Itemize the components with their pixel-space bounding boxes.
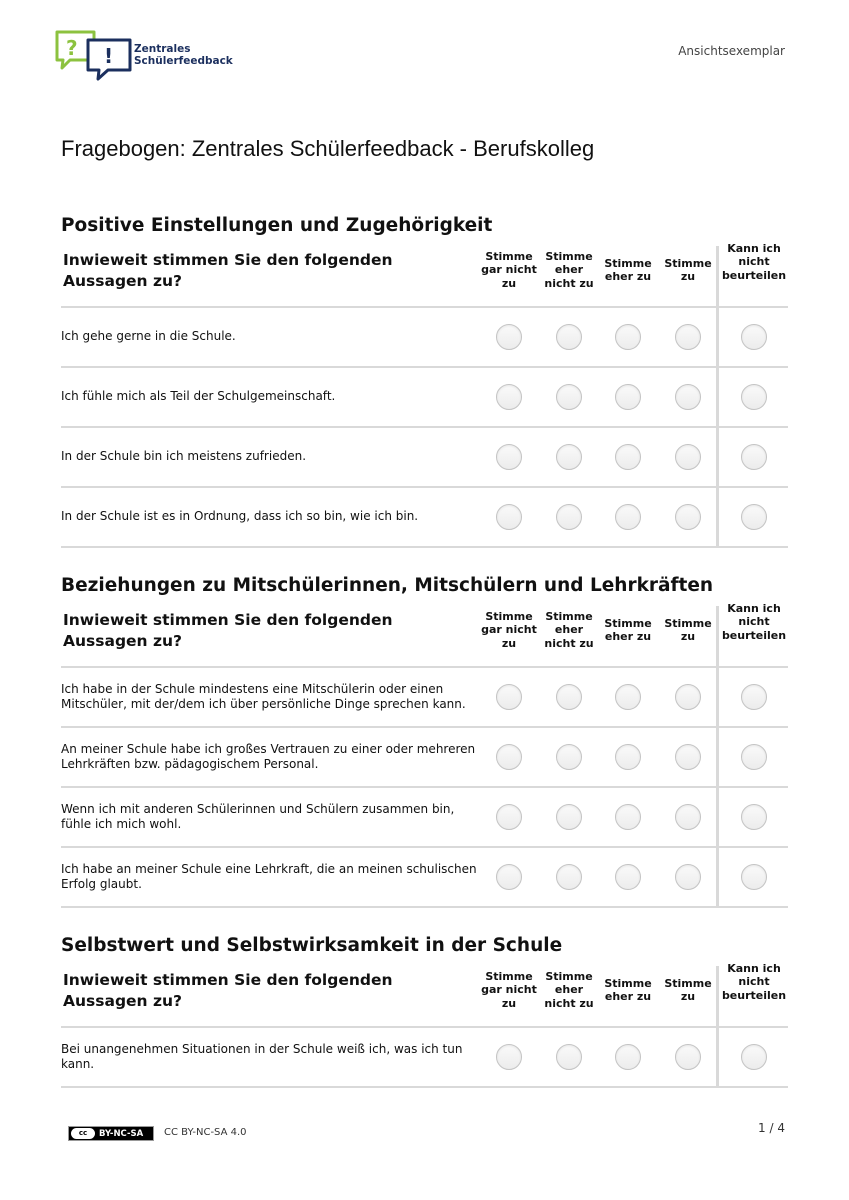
radio-option-5[interactable] xyxy=(741,1044,767,1070)
radio-option-1[interactable] xyxy=(496,504,522,530)
scale-header-1: Stimme gar nicht zu xyxy=(481,609,537,650)
radio-option-5[interactable] xyxy=(741,384,767,410)
section-title: Beziehungen zu Mitschülerinnen, Mitschülern und Lehrkräften xyxy=(61,575,714,596)
svg-text:?: ? xyxy=(66,36,78,60)
section-title: Selbstwert und Selbstwirksamkeit in der Schule xyxy=(61,935,563,956)
radio-option-3[interactable] xyxy=(615,444,641,470)
watermark-label: Ansichtsexemplar xyxy=(678,44,785,58)
logo-line-2: Schülerfeedback xyxy=(134,55,233,67)
radio-option-2[interactable] xyxy=(556,504,582,530)
item-statement: In der Schule bin ich meistens zufrieden. xyxy=(61,449,307,464)
item-row xyxy=(61,1028,788,1088)
radio-option-2[interactable] xyxy=(556,804,582,830)
page-number: 1 / 4 xyxy=(758,1121,785,1135)
item-row xyxy=(61,848,788,908)
radio-option-1[interactable] xyxy=(496,444,522,470)
scale-header-3: Stimme eher zu xyxy=(604,976,652,1003)
radio-option-4[interactable] xyxy=(675,804,701,830)
radio-option-3[interactable] xyxy=(615,804,641,830)
radio-option-3[interactable] xyxy=(615,504,641,530)
radio-option-5[interactable] xyxy=(741,504,767,530)
section-2 xyxy=(61,574,788,908)
item-statement: Wenn ich mit anderen Schülerinnen und Schülern zusammen bin, fühle ich mich wohl. xyxy=(61,801,455,831)
item-statement: Ich habe an meiner Schule eine Lehrkraft, die an meinen schulischen Erfolg glaubt. xyxy=(61,861,477,891)
scale-header-5: Kann ich nicht beurteilen xyxy=(721,601,787,642)
cc-license-badge xyxy=(68,1126,154,1141)
item-statement: Ich gehe gerne in die Schule. xyxy=(61,329,236,344)
question-prompt: Inwieweit stimmen Sie den folgenden Aussagen zu? xyxy=(63,251,393,290)
scale-header-2: Stimme eher nicht zu xyxy=(544,249,594,290)
radio-option-4[interactable] xyxy=(675,384,701,410)
scale-header-4: Stimme zu xyxy=(664,256,712,283)
radio-option-2[interactable] xyxy=(556,384,582,410)
radio-option-1[interactable] xyxy=(496,324,522,350)
rating-grid xyxy=(61,961,788,1088)
radio-option-5[interactable] xyxy=(741,744,767,770)
cc-badge-label: BY-NC-SA xyxy=(99,1129,144,1139)
item-row xyxy=(61,728,788,788)
radio-option-4[interactable] xyxy=(675,1044,701,1070)
radio-option-4[interactable] xyxy=(675,444,701,470)
radio-option-1[interactable] xyxy=(496,684,522,710)
item-row xyxy=(61,788,788,848)
svg-text:!: ! xyxy=(104,44,114,68)
radio-option-2[interactable] xyxy=(556,1044,582,1070)
radio-option-3[interactable] xyxy=(615,384,641,410)
logo-speech-bubbles-icon xyxy=(54,30,134,82)
scale-header-1: Stimme gar nicht zu xyxy=(481,249,537,290)
grid-header xyxy=(61,601,788,668)
radio-option-4[interactable] xyxy=(675,504,701,530)
column-divider xyxy=(716,606,719,908)
radio-option-5[interactable] xyxy=(741,684,767,710)
radio-option-2[interactable] xyxy=(556,744,582,770)
grid-header xyxy=(61,241,788,308)
radio-option-2[interactable] xyxy=(556,684,582,710)
item-statement: Ich fühle mich als Teil der Schulgemeinschaft. xyxy=(61,389,336,404)
radio-option-3[interactable] xyxy=(615,324,641,350)
radio-option-1[interactable] xyxy=(496,804,522,830)
item-statement: An meiner Schule habe ich großes Vertrauen zu einer oder mehreren Lehrkräften bzw. pädagogischem Personal. xyxy=(61,741,476,771)
scale-header-4: Stimme zu xyxy=(664,616,712,643)
radio-option-3[interactable] xyxy=(615,744,641,770)
page-title: Fragebogen: Zentrales Schülerfeedback - Berufskolleg xyxy=(61,136,595,161)
license-text: CC BY-NC-SA 4.0 xyxy=(164,1127,247,1138)
section-1 xyxy=(61,214,788,548)
radio-option-5[interactable] xyxy=(741,324,767,350)
logo xyxy=(54,30,244,82)
scale-header-3: Stimme eher zu xyxy=(604,256,652,283)
radio-option-1[interactable] xyxy=(496,1044,522,1070)
question-prompt: Inwieweit stimmen Sie den folgenden Aussagen zu? xyxy=(63,971,393,1010)
grid-header xyxy=(61,961,788,1028)
item-statement: Ich habe in der Schule mindestens eine Mitschülerin oder einen Mitschüler, mit der/dem ich über persönliche Dinge sprechen kann. xyxy=(61,681,466,711)
radio-option-1[interactable] xyxy=(496,864,522,890)
scale-header-2: Stimme eher nicht zu xyxy=(544,969,594,1010)
item-row xyxy=(61,308,788,368)
question-prompt: Inwieweit stimmen Sie den folgenden Aussagen zu? xyxy=(63,611,393,650)
logo-text xyxy=(134,43,233,67)
item-statement: Bei unangenehmen Situationen in der Schule weiß ich, was ich tun kann. xyxy=(61,1041,463,1071)
item-statement: In der Schule ist es in Ordnung, dass ich so bin, wie ich bin. xyxy=(61,509,419,524)
radio-option-4[interactable] xyxy=(675,744,701,770)
radio-option-3[interactable] xyxy=(615,1044,641,1070)
column-divider xyxy=(716,966,719,1088)
scale-header-5: Kann ich nicht beurteilen xyxy=(721,961,787,1002)
item-row xyxy=(61,488,788,548)
scale-header-1: Stimme gar nicht zu xyxy=(481,969,537,1010)
cc-icon: cc xyxy=(71,1128,95,1139)
scale-header-4: Stimme zu xyxy=(664,976,712,1003)
section-3 xyxy=(61,934,788,1088)
radio-option-2[interactable] xyxy=(556,444,582,470)
item-row xyxy=(61,668,788,728)
radio-option-1[interactable] xyxy=(496,384,522,410)
section-title: Positive Einstellungen und Zugehörigkeit xyxy=(61,215,493,236)
radio-option-3[interactable] xyxy=(615,864,641,890)
radio-option-5[interactable] xyxy=(741,864,767,890)
radio-option-3[interactable] xyxy=(615,684,641,710)
radio-option-4[interactable] xyxy=(675,324,701,350)
radio-option-4[interactable] xyxy=(675,864,701,890)
column-divider xyxy=(716,246,719,548)
rating-grid xyxy=(61,601,788,908)
rating-grid xyxy=(61,241,788,548)
logo-line-1: Zentrales xyxy=(134,43,191,55)
scale-header-2: Stimme eher nicht zu xyxy=(544,609,594,650)
radio-option-2[interactable] xyxy=(556,324,582,350)
radio-option-5[interactable] xyxy=(741,444,767,470)
radio-option-5[interactable] xyxy=(741,804,767,830)
radio-option-2[interactable] xyxy=(556,864,582,890)
item-row xyxy=(61,428,788,488)
radio-option-4[interactable] xyxy=(675,684,701,710)
scale-header-3: Stimme eher zu xyxy=(604,616,652,643)
radio-option-1[interactable] xyxy=(496,744,522,770)
item-row xyxy=(61,368,788,428)
scale-header-5: Kann ich nicht beurteilen xyxy=(721,241,787,282)
